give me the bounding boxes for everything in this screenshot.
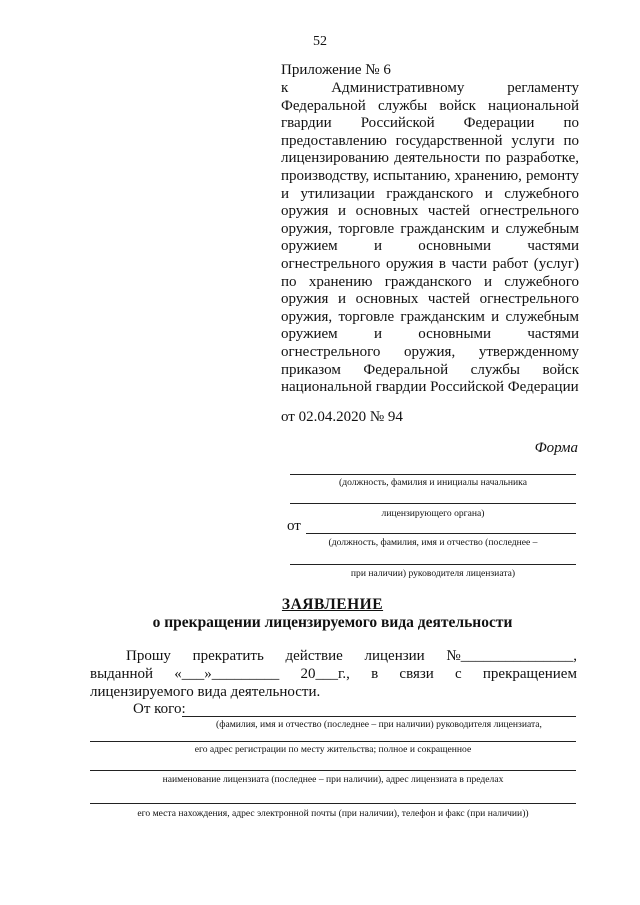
body-line-1 — [126, 648, 577, 665]
from-caption-4: его места нахождения, адрес электронной почты (при наличии), телефон и факс (при наличии)) — [137, 808, 529, 819]
page-number: 52 — [313, 34, 327, 49]
date-blank: «___»_________ — [174, 666, 280, 682]
from-line-2 — [90, 741, 576, 742]
addressee-caption-3: (должность, фамилия, имя и отчество (последнее – — [328, 537, 538, 548]
from-caption-1: (фамилия, имя и отчество (последнее – при наличии) руководителя лицензиата, — [216, 719, 542, 730]
from-line-4 — [90, 803, 576, 804]
year-blank: 20___г., — [300, 666, 350, 682]
body-line-3: лицензируемого вида деятельности. — [90, 684, 321, 700]
word: прекращением — [482, 666, 577, 682]
addressee-caption-1: (должность, фамилия и инициалы начальника — [339, 477, 527, 488]
from-line-1 — [182, 716, 576, 717]
word: выданной — [90, 666, 154, 682]
word: связи — [399, 666, 434, 682]
appendix-body: к Административному регламенту Федеральной службы войск национальной гвардии Российской Федерации по предоставлению государственной услуги по лицензированию деятельности по разработке, производству, испытанию, хранению, ремонту и утилизации гражданского и служебного оружия и основных частей огнестрельного оружия, торговле гражданским и служебным оружием и основными частями огнестрельного оружия в части работ (услуг) по хранению гражданского и служебного оружия и основных частей огнестрельного оружия, торговле гражданским и служебным оружием и основными частями огнестрельного оружия, утвержденному приказом Федеральной службы войск национальной гвардии Российской Федерации — [281, 80, 579, 396]
from-line-3 — [90, 770, 576, 771]
addressee-line-2 — [290, 503, 576, 504]
from-caption-3: наименование лицензиата (последнее – при наличии), адрес лицензиата в пределах — [162, 774, 504, 785]
word: с — [455, 666, 462, 682]
addressee-line-1 — [290, 474, 576, 475]
from-who-label: От кого: — [133, 701, 186, 717]
body-line-2 — [90, 666, 577, 683]
addressee-caption-4: при наличии) руководителя лицензиата) — [350, 568, 516, 579]
license-number-blank: №_______________, — [446, 648, 577, 664]
word: лицензии — [364, 648, 425, 664]
word: Прошу — [126, 648, 171, 664]
form-label: Форма — [534, 440, 578, 456]
word: прекратить — [192, 648, 264, 664]
addressee-line-4 — [290, 564, 576, 565]
document-subtitle: о прекращении лицензируемого вида деятельности — [152, 614, 513, 631]
document-title: ЗАЯВЛЕНИЕ — [281, 596, 384, 613]
addressee-line-3 — [306, 533, 576, 534]
addressee-caption-2: лицензирующего органа) — [381, 508, 485, 519]
from-label: от — [287, 518, 301, 534]
word: в — [371, 666, 379, 682]
appendix-title: Приложение № 6 — [281, 62, 391, 78]
appendix-date: от 02.04.2020 № 94 — [281, 409, 403, 425]
word: действие — [285, 648, 343, 664]
from-caption-2: его адрес регистрации по месту жительства; полное и сокращенное — [194, 744, 472, 755]
